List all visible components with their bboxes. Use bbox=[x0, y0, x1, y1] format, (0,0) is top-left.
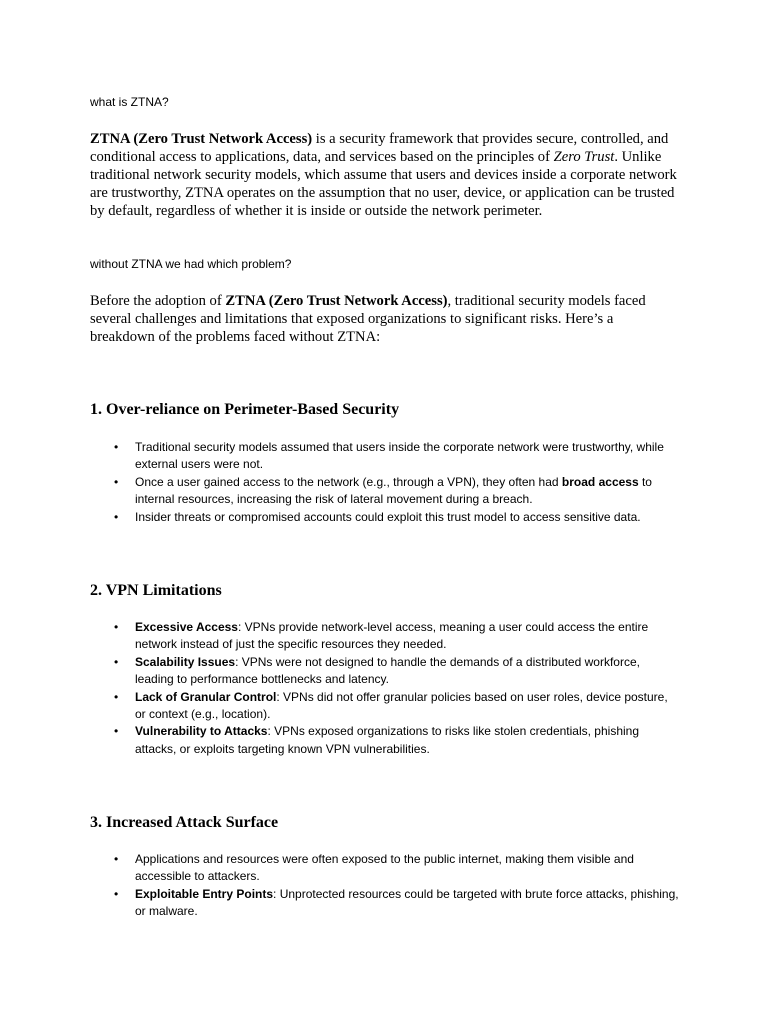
text-span: Applications and resources were often exposed to the public internet, making them visible and accessible to attackers. bbox=[135, 852, 634, 884]
bold-term: Excessive Access bbox=[135, 620, 238, 634]
paragraph-before-ztna bbox=[90, 292, 680, 346]
list-item bbox=[90, 439, 680, 474]
section-heading-attack-surface: 3. Increased Attack Surface bbox=[90, 814, 279, 831]
bold-ztna: ZTNA (Zero Trust Network Access) bbox=[225, 293, 448, 309]
section-heading-perimeter: 1. Over-reliance on Perimeter-Based Security bbox=[90, 401, 400, 418]
section-heading-vpn: 2. VPN Limitations bbox=[90, 582, 222, 599]
bold-term: Lack of Granular Control bbox=[135, 689, 277, 704]
text-span: : VPNs provide network-level access, meaning a user could access the entire network instead of just the specific resources they needed. bbox=[135, 620, 649, 652]
text-span: : VPNs exposed organizations to risks like stolen credentials, phishing attacks, or exploits targeting known VPN vulnerabilities. bbox=[135, 724, 640, 756]
bullet-list-perimeter bbox=[90, 439, 680, 526]
text-span: Once a user gained access to the network (e.g., through a VPN), they often had bbox=[135, 474, 562, 489]
text-span: : VPNs were not designed to handle the demands of a distributed workforce, leading to performance bottlenecks and latency. bbox=[135, 654, 640, 687]
question-what-is-ztna: what is ZTNA? bbox=[90, 95, 169, 109]
bullet-icon: • bbox=[114, 654, 119, 669]
bold-broad-access: broad access bbox=[561, 474, 639, 489]
bullet-icon: • bbox=[114, 440, 119, 454]
bullet-icon: • bbox=[114, 689, 119, 704]
question-without-ztna: without ZTNA we had which problem? bbox=[90, 257, 292, 271]
bold-term: Exploitable Entry Points bbox=[135, 886, 274, 901]
list-item bbox=[90, 851, 680, 886]
bullet-icon: • bbox=[114, 724, 119, 739]
text-span: : VPNs did not offer granular policies based on user roles, device posture, or context (e.g., location). bbox=[135, 689, 668, 722]
list-item bbox=[90, 723, 680, 758]
paragraph-ztna-definition bbox=[90, 130, 680, 220]
bullet-icon: • bbox=[114, 852, 119, 866]
bullet-icon: • bbox=[114, 620, 119, 634]
text-span: to internal resources, increasing the risk of lateral movement during a breach. bbox=[135, 474, 652, 507]
list-item bbox=[90, 886, 680, 921]
list-item bbox=[90, 619, 680, 654]
list-item bbox=[90, 509, 680, 526]
list-item bbox=[90, 689, 680, 724]
bold-term: Scalability Issues bbox=[135, 654, 236, 669]
bullet-icon: • bbox=[114, 509, 119, 524]
bullet-icon: • bbox=[114, 886, 119, 901]
text-span: Before the adoption of bbox=[90, 293, 226, 309]
bullet-icon: • bbox=[114, 474, 119, 489]
italic-zero-trust: Zero Trust bbox=[553, 149, 615, 165]
bold-term: Vulnerability to Attacks bbox=[135, 724, 268, 739]
bullet-list-vpn bbox=[90, 619, 680, 758]
text-span: is a security framework that provides secure, controlled, and conditional access to applications, data, and services based on the principles of bbox=[90, 131, 669, 165]
text-span: . Unlike traditional network security models, which assume that users and devices inside a corporate network are trustworthy, ZTNA operates on the assumption that no user, device, or application can be trusted by default, regardless of whether it is inside or outside the network perimeter. bbox=[90, 149, 677, 219]
list-item bbox=[90, 474, 680, 509]
bullet-list-attack-surface bbox=[90, 851, 680, 921]
bold-ztna: ZTNA (Zero Trust Network Access) bbox=[90, 131, 313, 147]
text-span: , traditional security models faced several challenges and limitations that exposed organizations to significant risks. Here’s a breakdown of the problems faced without ZTNA: bbox=[90, 293, 646, 345]
text-span: Insider threats or compromised accounts could exploit this trust model to access sensitive data. bbox=[135, 509, 641, 524]
text-span: Traditional security models assumed that users inside the corporate network were trustworthy, while external users were not. bbox=[135, 440, 664, 472]
list-item bbox=[90, 654, 680, 689]
text-span: : Unprotected resources could be targeted with brute force attacks, phishing, or malware. bbox=[135, 886, 679, 919]
